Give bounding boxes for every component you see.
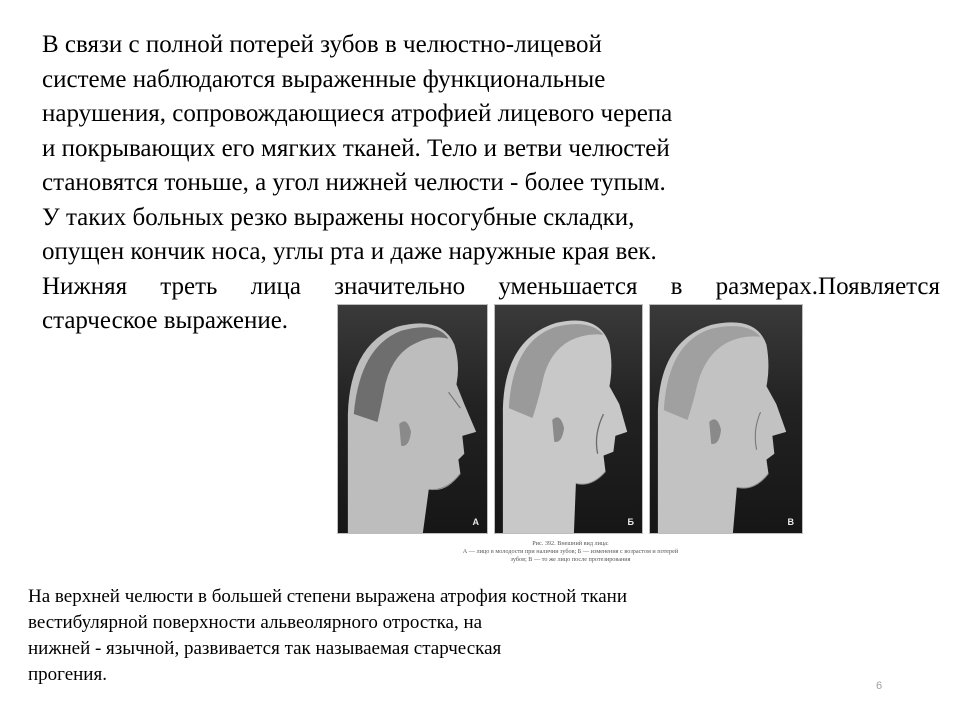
bottom-text-line: На верхней челюсти в большей степени выражена атрофия костной ткани bbox=[28, 586, 628, 607]
main-paragraph bbox=[42, 28, 940, 339]
bottom-text-line: вестибулярной поверхности альвеолярного отростка, на bbox=[28, 612, 483, 633]
caption-line: зубов; В — то же лицо после протезирования bbox=[510, 556, 631, 563]
face-profile-figure bbox=[337, 304, 804, 586]
caption-title: Рис. 392. Внешний вид лица: bbox=[532, 540, 609, 547]
face-profile-illustration bbox=[338, 305, 487, 533]
profile-photo-prosthesis bbox=[649, 304, 803, 534]
main-text-line: В связи с полной потерей зубов в челюстно-лицевой bbox=[42, 31, 602, 58]
panel-letter: А bbox=[472, 517, 479, 527]
caption-line: А — лицо в молодости при наличии зубов; Б — изменения с возрастом и потерей bbox=[462, 548, 679, 555]
profile-photo-edentulous bbox=[494, 304, 643, 534]
profile-photo-young bbox=[337, 304, 488, 534]
bottom-text-line: прогения. bbox=[28, 664, 107, 685]
main-text-line: системе наблюдаются выраженные функциональные bbox=[42, 65, 606, 93]
main-text-line: становятся тоньше, а угол нижней челюсти - более тупым. bbox=[42, 169, 666, 196]
bottom-text-line: нижней - язычной, развивается так называемая старческая bbox=[28, 638, 502, 659]
main-text-line: У таких больных резко выражены носогубные складки, bbox=[42, 203, 635, 231]
main-text-line: Нижняя треть лица значительно уменьшается в размерах.Появляется bbox=[42, 272, 940, 300]
main-text-line: и покрывающих его мягких тканей. Тело и ветви челюстей bbox=[42, 134, 670, 162]
bottom-paragraph bbox=[28, 584, 808, 688]
face-profile-illustration bbox=[495, 305, 642, 533]
main-text-line: опущен кончик носа, углы рта и даже наружные края век. bbox=[42, 238, 657, 265]
panel-letter: В bbox=[787, 517, 794, 527]
main-text-line: старческое выражение. bbox=[42, 307, 289, 334]
panel-letter: Б bbox=[627, 517, 634, 527]
figure-caption bbox=[337, 540, 804, 564]
page-number: 6 bbox=[876, 680, 883, 692]
face-profile-illustration bbox=[650, 305, 802, 533]
main-text-line: нарушения, сопровождающиеся атрофией лицевого черепа bbox=[42, 100, 673, 127]
